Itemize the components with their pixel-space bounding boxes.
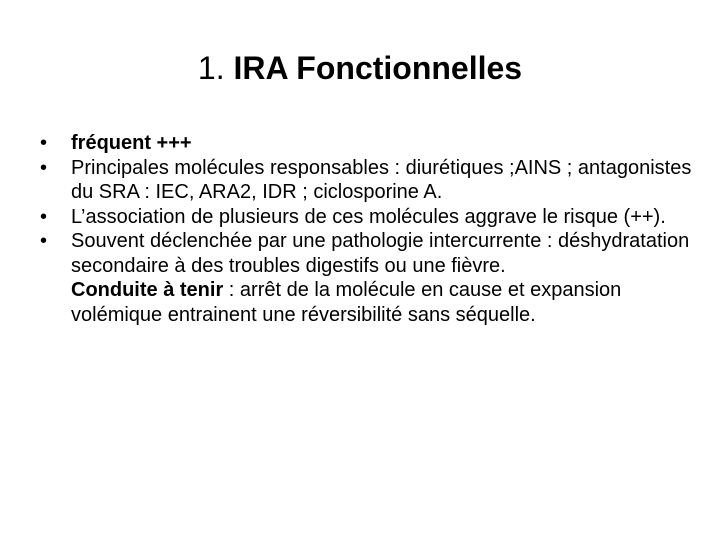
bullet-list bbox=[40, 131, 700, 327]
bullet-marker: • bbox=[40, 205, 48, 228]
bullet-item-association bbox=[40, 205, 700, 230]
bullet-item-molecules bbox=[40, 156, 700, 205]
title-text: IRA Fonctionnelles bbox=[233, 50, 523, 86]
bullet-marker: • bbox=[40, 156, 48, 179]
bullet-marker: • bbox=[40, 132, 48, 154]
management-label: Conduite à tenir bbox=[71, 279, 224, 301]
title-number: 1. bbox=[197, 50, 225, 86]
bullet-text: Souvent déclenchée par une pathologie intercurrente : déshydratation secondaire à des troubles digestifs ou une fièvre. bbox=[71, 230, 690, 277]
slide-title bbox=[0, 46, 720, 90]
bullet-item-trigger bbox=[40, 229, 700, 327]
bullet-marker: • bbox=[40, 230, 48, 252]
bullet-item-frequency bbox=[40, 131, 700, 156]
bullet-text: L’association de plusieurs de ces molécules aggrave le risque (++). bbox=[71, 205, 666, 228]
bullet-text: fréquent +++ bbox=[71, 132, 192, 154]
bullet-text: Principales molécules responsables : diurétiques ;AINS ; antagonistes du SRA : IEC, ARA2, IDR ; ciclosporine A. bbox=[71, 156, 692, 203]
management-text: : arrêt de la molécule en cause et expansion volémique entrainent une réversibilité sans séquelle. bbox=[71, 279, 622, 326]
